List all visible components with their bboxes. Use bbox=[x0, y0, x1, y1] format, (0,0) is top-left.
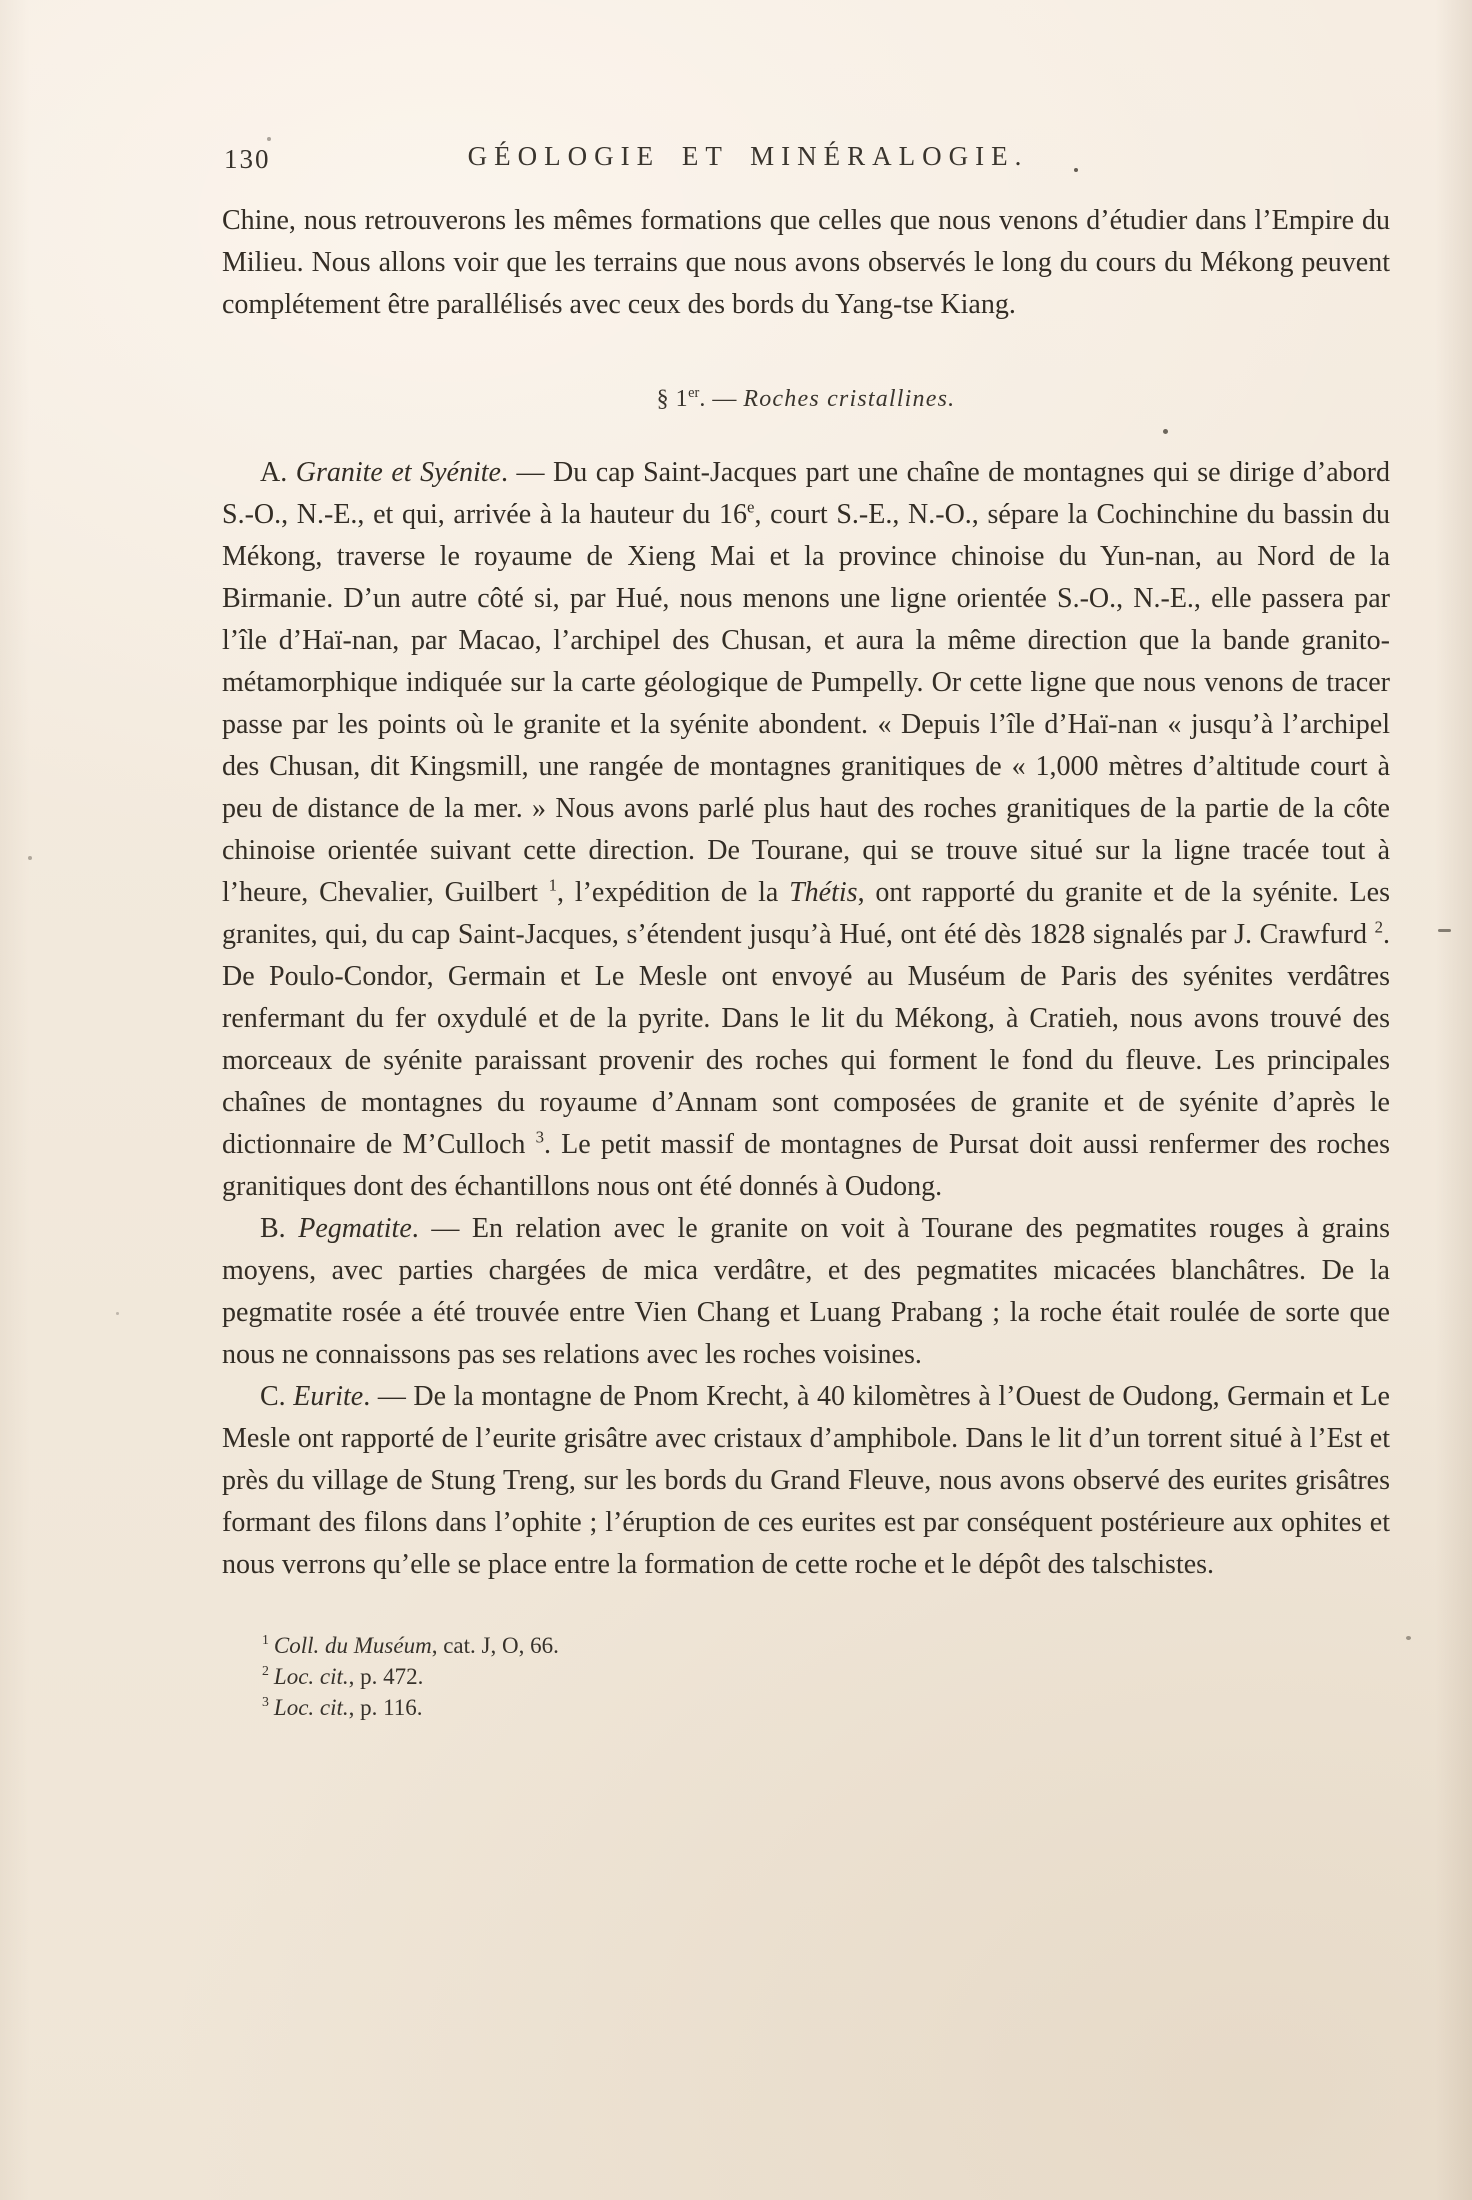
footnote-3: $^3$ Loc. cit., p. 116. bbox=[262, 1694, 423, 1720]
scan-speck bbox=[267, 137, 271, 141]
intro-paragraphs bbox=[222, 200, 1390, 326]
footnote-1: $^1$ Coll. du Muséum, cat. J, O, 66. bbox=[262, 1632, 559, 1658]
section-title: Roches cristallines. bbox=[743, 386, 956, 412]
scan-speck bbox=[1074, 168, 1078, 172]
footnote-2: $^2$ Loc. cit., p. 472. bbox=[262, 1663, 424, 1689]
running-header: GÉOLOGIE ET MINÉRALOGIE. bbox=[467, 141, 1029, 171]
main-paragraphs bbox=[222, 452, 1390, 1586]
text-block bbox=[222, 200, 1390, 1723]
footnotes-block bbox=[222, 1630, 1390, 1723]
page-number: 130 bbox=[224, 144, 271, 174]
page-header bbox=[222, 141, 1390, 179]
section-marker-sup: er bbox=[688, 385, 700, 401]
para-eurite: C. Eurite. — De la montagne de Pnom Krecht, à 40 kilomètres à l’Ouest de Oudong, Germain et Le Mesle ont rapporté de l’eurite grisâtre avec cristaux d’amphibole. Dans le lit d’un torrent situé à l’Est et près du village de Stung Treng, sur les bords du Grand Fleuve, nous avons observé des eurites grisâtres formant des filons dans l’ophite ; l’éruption de ces eurites est par conséquent postérieure aux ophites et nous verrons qu’elle se place entre la formation de cette roche et le dépôt des talschistes. bbox=[222, 1381, 1390, 1580]
scan-speck bbox=[28, 856, 32, 860]
section-heading bbox=[222, 383, 1390, 415]
scan-speck bbox=[1438, 929, 1451, 932]
para-granite-syenite: A. Granite et Syénite. — Du cap Saint-Jacques part une chaîne de montagnes qui se dirige d’abord S.-O., N.-E., et qui, arrivée à la hauteur du 16e, court S.-E., N.-O., sépare la Cochinchine du bassin du Mékong, traverse le royaume de Xieng Mai et la province chinoise du Yun-nan, au Nord de la Birmanie. D’un autre côté si, par Hué, nous menons une ligne orientée S.-O., N.-E., elle passera par l’île d’Haï-nan, par Macao, l’archipel des Chusan, et aura la même direction que la bande granito-métamorphique indiquée sur la carte géologique de Pumpelly. Or cette ligne que nous venons de tracer passe par les points où le granite et la syénite abondent. « Depuis l’île d’Haï-nan « jusqu’à l’archipel des Chusan, dit Kingsmill, une rangée de montagnes granitiques de « 1,000 mètres d’altitude court à peu de distance de la mer. » Nous avons parlé plus haut des roches granitiques de la partie de la côte chinoise orientée suivant cette direction. De Tourane, qui se trouve situé sur la ligne tracée tout à l’heure, Chevalier, Guilbert $^1$, l’expédition de la Thétis, ont rapporté du granite et de la syénite. Les granites, qui, du cap Saint-Jacques, s’étendent jusqu’à Hué, ont été dès 1828 signalés par J. Crawfurd $^2$. De Poulo-Condor, Germain et Le Mesle ont envoyé au Muséum de Paris des syénites verdâtres renfermant du fer oxydulé et de la pyrite. Dans le lit du Mékong, à Cratieh, nous avons trouvé des morceaux de syénite paraissant provenir des roches qui forment le fond du fleuve. Les principales chaînes de montagnes du royaume d’Annam sont composées de granite et de syénite d’après le dictionnaire de M’Culloch $^3$. Le petit massif de montagnes de Pursat doit aussi renfermer des roches granitiques dont des échantillons nous ont été donnés à Oudong. bbox=[222, 457, 1391, 1202]
para-intro: Chine, nous retrouverons les mêmes formations que celles que nous venons d’étudier dans l’Empire du Milieu. Nous allons voir que les terrains que nous avons observés le long du cours du Mékong peuvent complétement être parallélisés avec ceux des bords du Yang-tse Kiang. bbox=[222, 205, 1390, 320]
scan-speck bbox=[1163, 429, 1168, 434]
section-marker: § 1er. — bbox=[656, 385, 744, 412]
para-pegmatite: B. Pegmatite. — En relation avec le granite on voit à Tourane des pegmatites rouges à grains moyens, avec parties chargées de mica verdâtre, et des pegmatites micacées blanchâtres. De la pegmatite rosée a été trouvée entre Vien Chang et Luang Prabang ; la roche était roulée de sorte que nous ne connaissons pas ses relations avec les roches voisines. bbox=[222, 1213, 1390, 1370]
scan-speck bbox=[1406, 1636, 1411, 1640]
scan-speck bbox=[116, 1312, 119, 1315]
